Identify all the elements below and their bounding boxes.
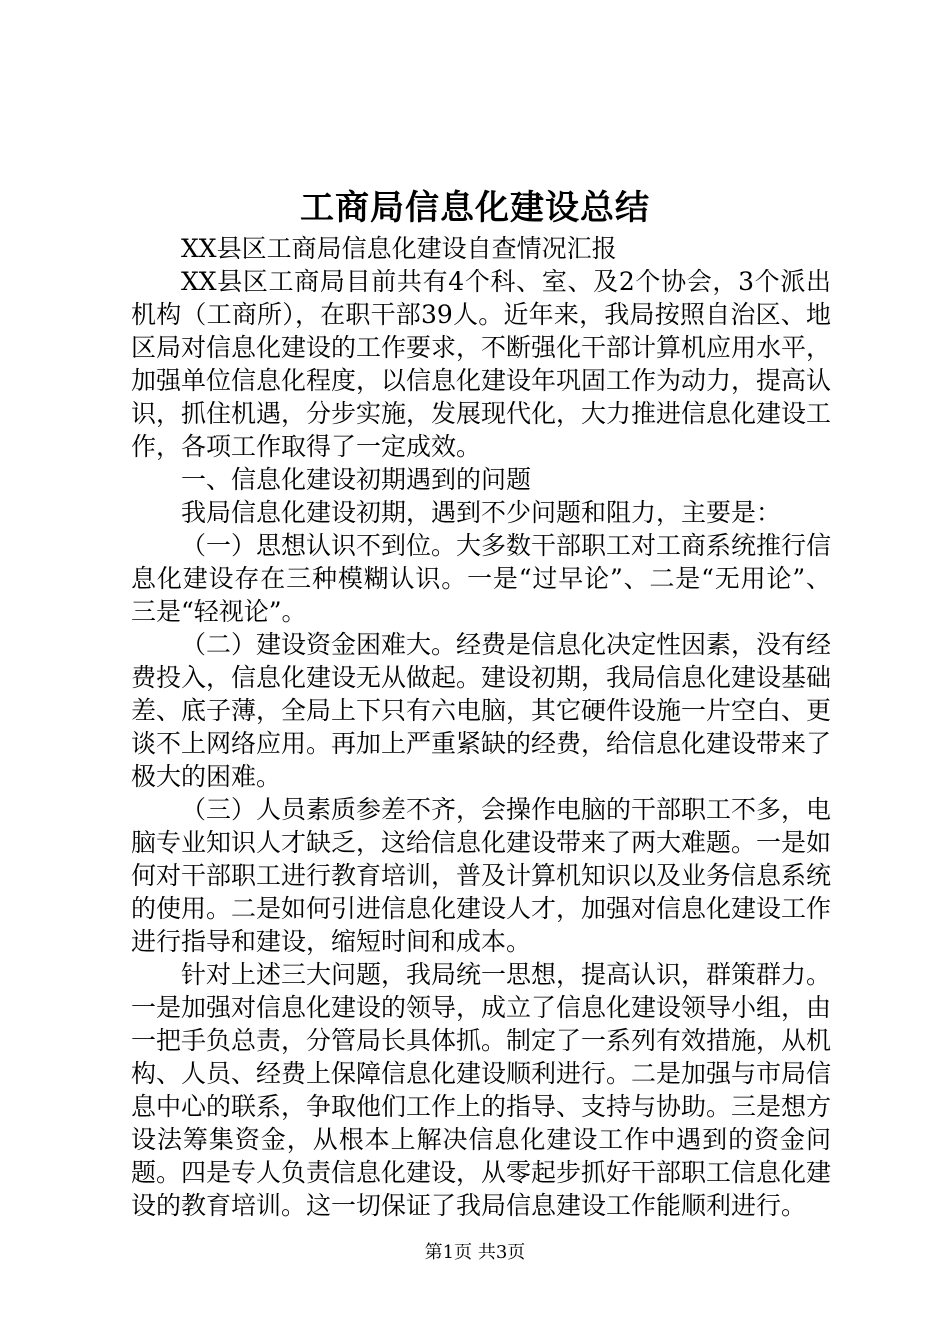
document-body	[131, 232, 831, 1222]
document-title: 工商局信息化建设总结	[300, 188, 650, 228]
page-number-footer: 第1页 共3页	[424, 1242, 526, 1263]
paragraph-problems-lead: 我局信息化建设初期，遇到不少问题和阻力，主要是：	[181, 498, 782, 527]
paragraph-problem-2: （二）建设资金困难大。经费是信息化决定性因素，没有经费投入，信息化建设无从做起。建设初期，我局信息化建设基础差、底子薄，全局上下只有六电脑，其它硬件设施一片空白、更谈不上网络应用。再加上严重紧缺的经费，给信息化建设带来了极大的困难。	[131, 630, 832, 791]
section-heading-1: 一、信息化建设初期遇到的问题	[181, 465, 532, 494]
paragraph-intro: XX县区工商局目前共有4个科、室、及2个协会，3个派出机构（工商所），在职干部39人。近年来，我局按照自治区、地区局对信息化建设的工作要求，不断强化干部计算机应用水平，加强单位信息化程度，以信息化建设年巩固工作为动力，提高认识，抓住机遇，分步实施，发展现代化，大力推进信息化建设工作，各项工作取得了一定成效。	[131, 267, 832, 461]
paragraph-problem-1: （一）思想认识不到位。大多数干部职工对工商系统推行信息化建设存在三种模糊认识。一是“过早论”、二是“无用论”、三是“轻视论”。	[131, 531, 832, 626]
paragraph-problem-3: （三）人员素质参差不齐，会操作电脑的干部职工不多，电脑专业知识人才缺乏，这给信息化建设带来了两大难题。一是如何对干部职工进行教育培训，普及计算机知识以及业务信息系统的使用。二是如何引进信息化建设人才，加强对信息化建设工作进行指导和建设，缩短时间和成本。	[131, 795, 832, 956]
paragraph-measures: 针对上述三大问题，我局统一思想，提高认识，群策群力。一是加强对信息化建设的领导，成立了信息化建设领导小组，由一把手负总责，分管局长具体抓。制定了一系列有效措施，从机构、人员、经费上保障信息化建设顺利进行。二是加强与市局信息中心的联系，争取他们工作上的指导、支持与协助。三是想方设法筹集资金，从根本上解决信息化建设工作中遇到的资金问题。四是专人负责信息化建设，从零起步抓好干部职工信息化建设的教育培训。这一切保证了我局信息建设工作能顺利进行。	[131, 960, 832, 1220]
paragraph-subtitle: XX县区工商局信息化建设自查情况汇报	[181, 234, 617, 263]
